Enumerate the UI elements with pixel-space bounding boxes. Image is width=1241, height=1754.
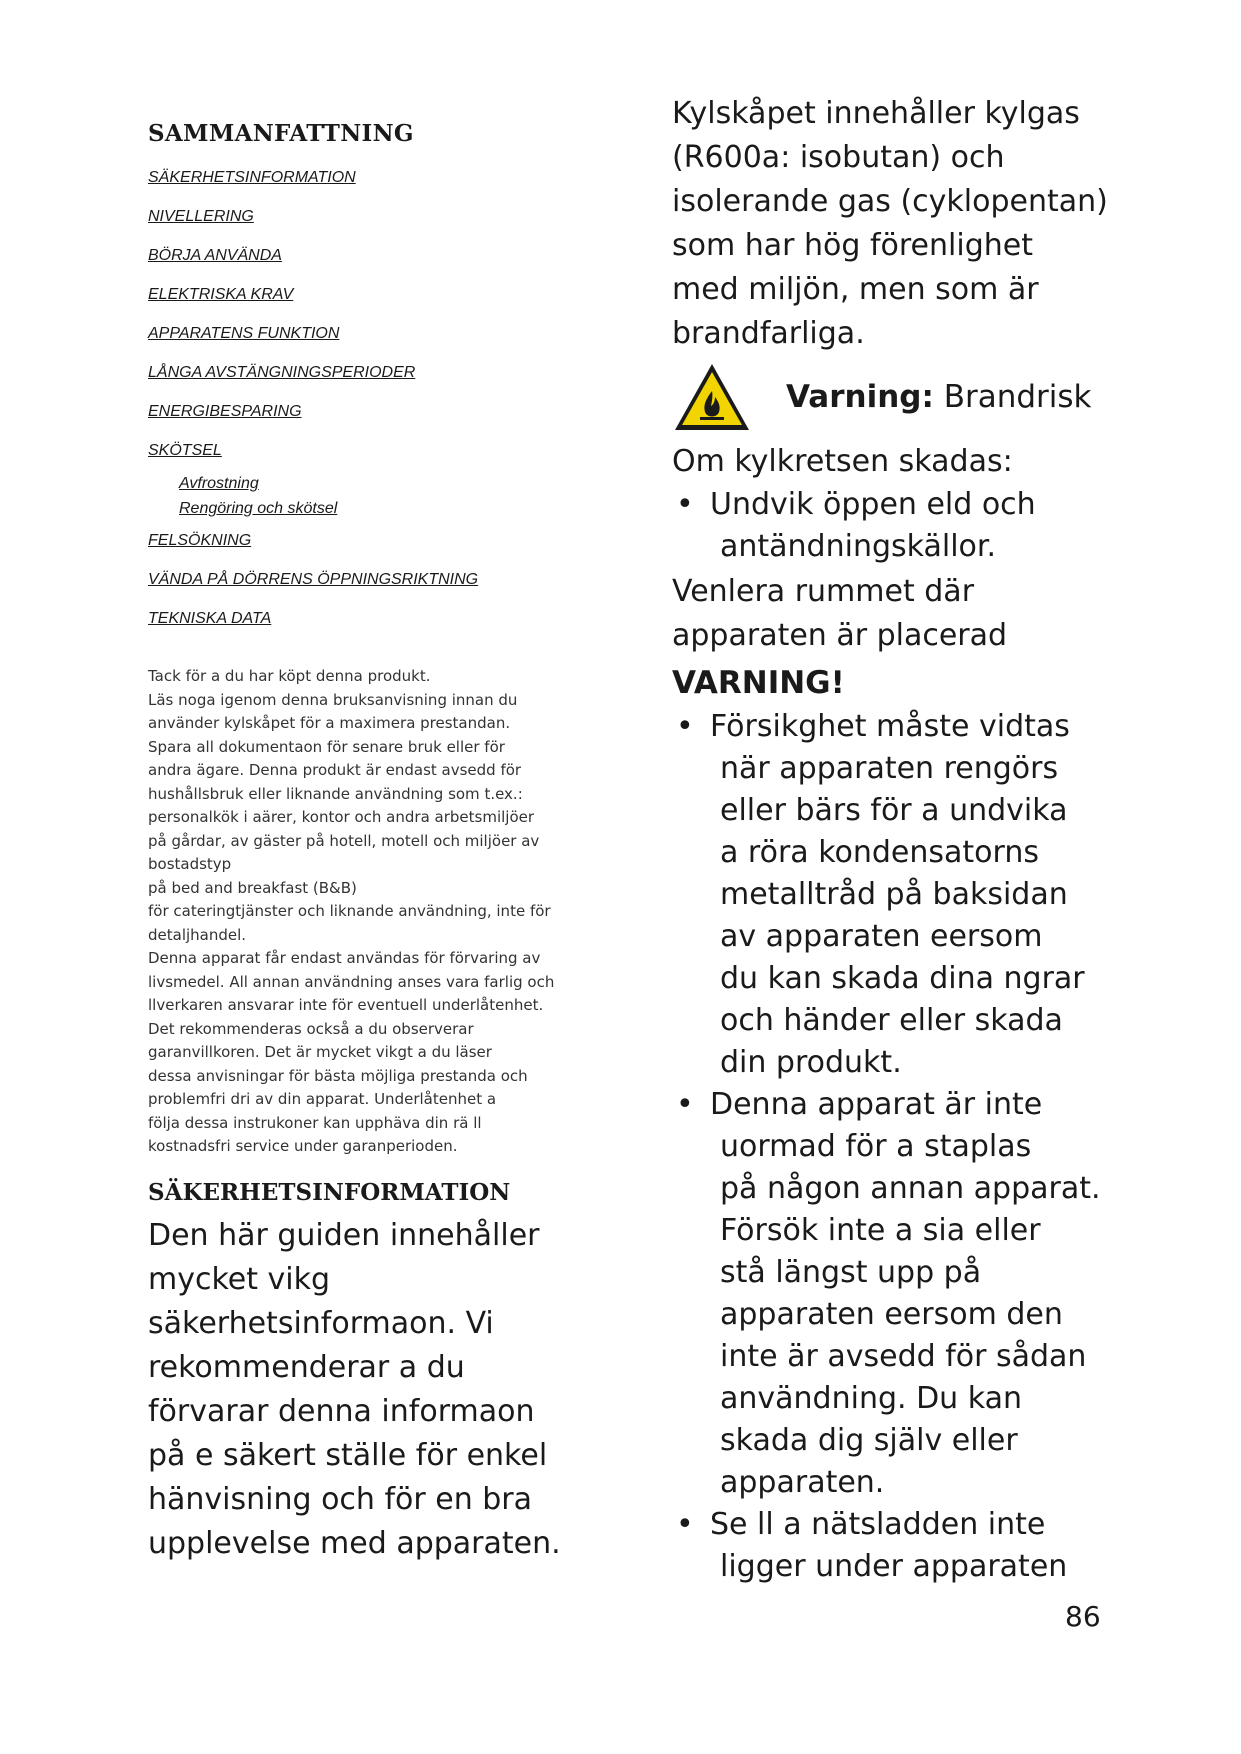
safety-line: på e säkert ställe för enkel (148, 1437, 548, 1473)
warning-label: Varning: (786, 379, 934, 415)
safety-section-title: SÄKERHETSINFORMATION (148, 1178, 511, 1206)
gas-line: brandfarliga. (672, 316, 865, 351)
fire-warning (672, 360, 1132, 434)
warning-text: Brandrisk (943, 379, 1092, 415)
gas-line: Kylskåpet innehåller kylgas (672, 96, 1080, 131)
circuit-damage-text: Om kylkretsen skadas: (672, 444, 1013, 479)
intro-line: Det rekommenderas också a du observerar (148, 1019, 474, 1038)
intro-line: garanvillkoren. Det är mycket vikgt a du läser (148, 1043, 492, 1061)
bullet-dot: • (676, 487, 694, 522)
bullet-line: på någon annan apparat. (720, 1171, 1101, 1206)
intro-line: detaljhandel. (148, 925, 247, 944)
intro-line: kostnadsfri service under garanperioden. (148, 1137, 458, 1155)
toc-link-vanda-dorren[interactable]: VÄNDA PÅ DÖRRENS ÖPPNINGSRIKTNING (148, 571, 479, 588)
gas-line: som har hög förenlighet (672, 228, 1033, 263)
bullet-line: av apparaten eersom (720, 919, 1043, 954)
intro-line: problemfri dri av din apparat. Underlåtenhet a (148, 1090, 497, 1108)
bullet-line: Denna apparat är inte (710, 1087, 1043, 1122)
intro-line: llverkaren ansvarar inte för eventuell underlåtenhet. (148, 996, 544, 1014)
toc-link-apparatens-funktion[interactable]: APPARATENS FUNKTION (148, 325, 340, 342)
toc-link-felsokning[interactable]: FELSÖKNING (148, 532, 252, 549)
toc-link-avfrostning[interactable]: Avfrostning (179, 475, 259, 492)
gas-line: med miljön, men som är (672, 272, 1039, 307)
toc-link-tekniska-data[interactable]: TEKNISKA DATA (148, 610, 272, 627)
bullet-line: och händer eller skada (720, 1003, 1063, 1038)
bullet-line: metalltråd på baksidan (720, 877, 1068, 912)
bullet-dot: • (676, 1087, 694, 1122)
toc-link-elektriska-krav[interactable]: ELEKTRISKA KRAV (148, 286, 294, 303)
bullet-line: uormad för a staplas (720, 1129, 1032, 1164)
bullet-line: apparaten eersom den (720, 1297, 1063, 1332)
ventilate-line: Venlera rummet där (672, 574, 975, 609)
bullet-dot: • (676, 1507, 694, 1542)
intro-line: på gårdar, av gäster på hotell, motell och miljöer av (148, 831, 540, 850)
intro-line: livsmedel. All annan användning anses vara farlig och (148, 972, 555, 991)
bullet-line: ligger under apparaten (720, 1549, 1068, 1584)
bullet-line: du kan skada dina ngrar (720, 961, 1085, 996)
toc-link-energibesparing[interactable]: ENERGIBESPARING (148, 403, 302, 420)
intro-line: dessa anvisningar för bästa möjliga prestanda och (148, 1066, 528, 1085)
safety-line: hänvisning och för en bra (148, 1481, 533, 1517)
bullet-line: användning. Du kan (720, 1381, 1022, 1416)
toc-link-borja-anvanda[interactable]: BÖRJA ANVÄNDA (148, 247, 282, 264)
safety-line: Den här guiden innehåller (148, 1217, 540, 1253)
toc-link-langa-avstangningsperioder[interactable]: LÅNGA AVSTÄNGNINGSPERIODER (148, 364, 416, 381)
bullet-line: din produkt. (720, 1045, 902, 1080)
page-number: 86 (1065, 1600, 1101, 1633)
intro-line: på bed and breakfast (B&B) (148, 878, 357, 897)
varning-heading: VARNING! (672, 665, 845, 701)
bullet-cleaning-caution (672, 706, 1132, 1084)
intro-line: Läs noga igenom denna bruksanvisning innan du (148, 690, 518, 709)
safety-line: förvarar denna informaon (148, 1393, 535, 1429)
table-of-contents (148, 167, 588, 647)
gas-line: (R600a: isobutan) och (672, 140, 1005, 175)
toc-title: SAMMANFATTNING (148, 120, 414, 147)
gas-line: isolerande gas (cyklopentan) (672, 184, 1108, 219)
flammable-warning-icon (672, 361, 752, 433)
bullet-power-cord (672, 1504, 1132, 1588)
intro-line: Spara all dokumentaon för senare bruk eller för (148, 737, 505, 756)
intro-line: personalkök i aärer, kontor och andra arbetsmiljöer (148, 808, 535, 826)
left-column (148, 120, 588, 1566)
bullet-open-flame (672, 484, 1132, 568)
intro-line: Denna apparat får endast användas för förvaring av (148, 949, 541, 967)
intro-line: använder kylskåpet för a maximera prestandan. (148, 714, 511, 732)
intro-line: för cateringtjänster och liknande användning, inte för (148, 902, 551, 920)
bullet-line: Se ll a nätsladden inte (710, 1507, 1046, 1542)
bullet-line: Undvik öppen eld och (710, 487, 1036, 522)
bullet-line: a röra kondensatorns (720, 835, 1039, 870)
intro-text (148, 665, 588, 1159)
toc-link-nivellering[interactable]: NIVELLERING (148, 208, 254, 225)
bullet-line: apparaten. (720, 1465, 885, 1500)
toc-link-sakerhetsinformation[interactable]: SÄKERHETSINFORMATION (148, 169, 356, 186)
toc-link-rengoring[interactable]: Rengöring och skötsel (179, 500, 338, 517)
safety-line: mycket vikg (148, 1261, 331, 1297)
intro-line: bostadstyp (148, 855, 232, 873)
bullet-line: Försikghet måste vidtas (710, 709, 1070, 744)
bullet-line: eller bärs för a undvika (720, 793, 1068, 828)
toc-link-skotsel[interactable]: SKÖTSEL (148, 442, 222, 459)
safety-intro-text (148, 1214, 588, 1566)
bullet-line: när apparaten rengörs (720, 751, 1059, 786)
refrigerant-gas-text (672, 92, 1132, 356)
intro-line: hushållsbruk eller liknande användning som t.ex.: (148, 784, 523, 803)
bullet-line: stå längst upp på (720, 1255, 982, 1290)
bullet-line: antändningskällor. (720, 529, 997, 564)
bullet-line: Försök inte a sia eller (720, 1213, 1041, 1248)
bullet-line: inte är avsedd för sådan (720, 1339, 1087, 1374)
safety-line: upplevelse med apparaten. (148, 1525, 561, 1561)
intro-line: andra ägare. Denna produkt är endast avsedd för (148, 761, 522, 779)
bullet-line: skada dig själv eller (720, 1423, 1018, 1458)
intro-line: Tack för a du har köpt denna produkt. (148, 667, 431, 685)
warning-line (786, 375, 1092, 419)
right-column (672, 92, 1132, 1588)
bullet-dot: • (676, 709, 694, 744)
intro-line: följa dessa instrukoner kan upphäva din rä ll (148, 1113, 482, 1132)
ventilate-line: apparaten är placerad (672, 618, 1008, 653)
safety-line: rekommenderar a du (148, 1349, 465, 1385)
bullet-no-stacking (672, 1084, 1132, 1504)
safety-line: säkerhetsinformaon. Vi (148, 1305, 494, 1341)
